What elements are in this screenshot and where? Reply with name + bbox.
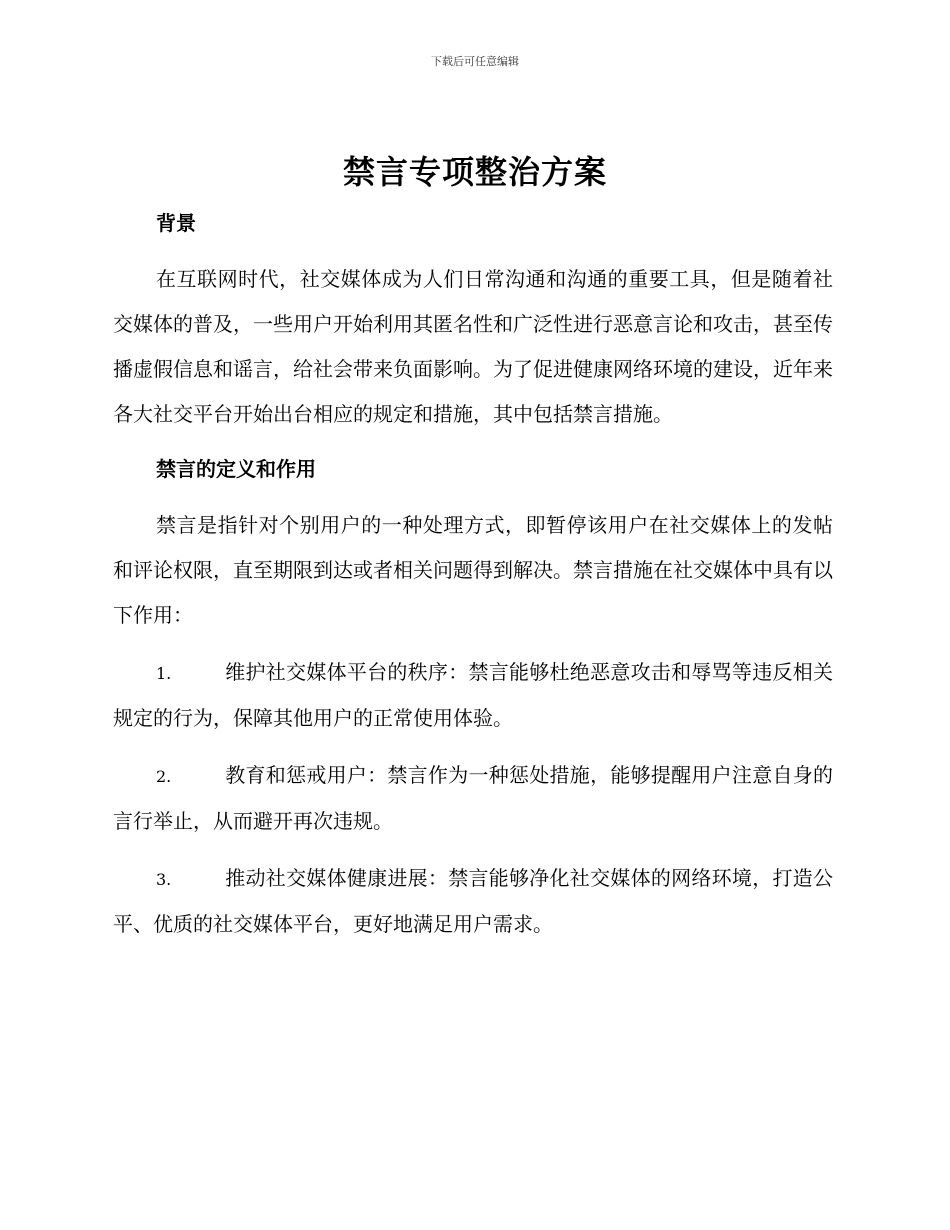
list-item-number: 1. — [156, 664, 172, 683]
document-body — [113, 203, 833, 947]
definition-paragraph: 禁言是指针对个别用户的一种处理方式，即暂停该用户在社交媒体上的发帖和评论权限，直至期限到达或者相关问题得到解决。禁言措施在社交媒体中具有以下作用： — [113, 513, 833, 627]
list-item-text: 推动社交媒体健康进展：禁言能够净化社交媒体的网络环境，打造公平、优质的社交媒体平台，更好地满足用户需求。 — [113, 866, 833, 936]
list-item — [113, 753, 833, 844]
list-item-number: 3. — [156, 870, 172, 889]
background-paragraph: 在互联网时代，社交媒体成为人们日常沟通和沟通的重要工具，但是随着社交媒体的普及，一些用户开始利用其匿名性和广泛性进行恶意言论和攻击，甚至传播虚假信息和谣言，给社会带来负面影响。为了促进健康网络环境的建设，近年来各大社交平台开始出台相应的规定和措施，其中包括禁言措施。 — [113, 267, 833, 426]
document-title: 禁言专项整治方案 — [342, 153, 607, 191]
list-item-number: 2. — [156, 767, 172, 786]
list-item-text: 教育和惩戒用户：禁言作为一种惩处措施，能够提醒用户注意自身的言行举止，从而避开再次违规。 — [113, 763, 833, 833]
list-item — [113, 856, 833, 947]
page-header-note: 下载后可任意编辑 — [431, 55, 519, 68]
list-item — [113, 650, 833, 741]
section-heading-background: 背景 — [156, 211, 196, 235]
list-item-text: 维护社交媒体平台的秩序：禁言能够杜绝恶意攻击和辱骂等违反相关规定的行为，保障其他用户的正常使用体验。 — [113, 660, 833, 730]
section-heading-definition: 禁言的定义和作用 — [156, 457, 316, 481]
